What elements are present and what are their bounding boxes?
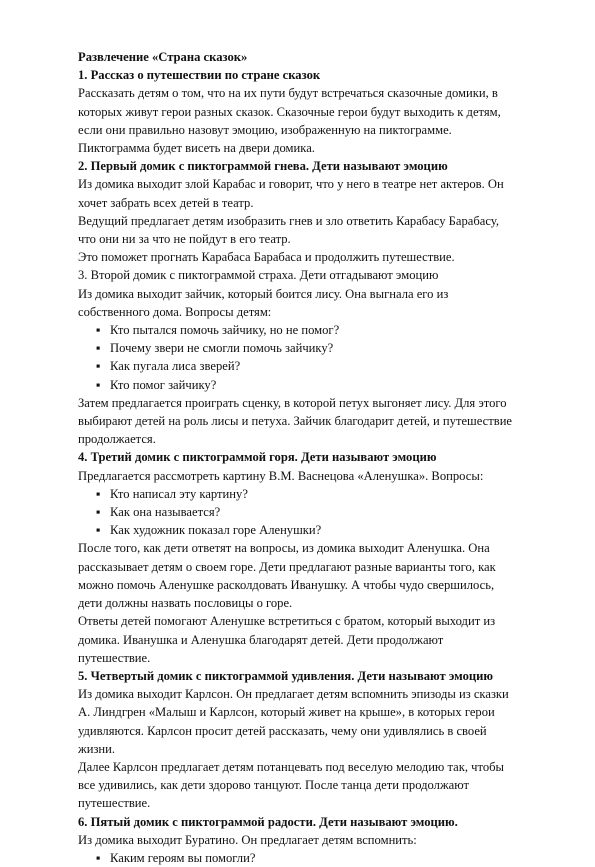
list-item xyxy=(96,357,518,375)
section-1-heading: 1. Рассказ о путешествии по стране сказок xyxy=(78,68,321,83)
section-2-paragraph-1: Из домика выходит злой Карабас и говорит, что у него в театре нет актеров. Он хочет забрать всех детей в театр. xyxy=(78,177,504,210)
bullet-icon: ▪ xyxy=(96,850,101,865)
section-5-paragraph-1: Из домика выходит Карлсон. Он предлагает детям вспомнить эпизоды из сказки А. Линдгрен «Малыш и Карлсон, который живет на крыше», в которых герои удивляются. Карлсон просит детей рассказать, чему они удивлялись в своей жизни. xyxy=(78,687,509,756)
section-3-after-text: Затем предлагается проиграть сценку, в которой петух выгоняет лису. Для этого выбирают детей на роль лисы и петуха. Зайчик благодарит детей, и путешествие продолжается. xyxy=(78,395,513,447)
section-4-question-list xyxy=(78,485,518,540)
bullet-icon: ▪ xyxy=(96,341,101,356)
section-4-paragraph-1: После того, как дети ответят на вопросы, из домика выходит Аленушка. Она рассказывает детям о своем горе. Дети предлагают разные варианты того, как можно помочь Аленушке расколдовать Иванушку. А чтобы чудо свершилось, дети должны назвать пословицы о горе. xyxy=(78,541,496,611)
section-5-heading: 5. Четвертый домик с пиктограммой удивления. Дети называют эмоцию xyxy=(78,668,494,683)
bullet-icon: ▪ xyxy=(96,377,101,392)
section-3-text: Из домика выходит зайчик, который боится лису. Она выгнала его из собственного дома. Вопросы детям: xyxy=(78,286,449,319)
document-title: Развлечение «Страна сказок» xyxy=(78,50,248,64)
bullet-icon: ▪ xyxy=(96,359,101,374)
section-5-paragraph-2: Далее Карлсон предлагает детям потанцевать под веселую мелодию так, чтобы все удивились, как дети здорово танцуют. После танца дети продолжают путешествие. xyxy=(78,759,504,811)
section-2-heading: 2. Первый домик с пиктограммой гнева. Дети называют эмоцию xyxy=(78,159,448,174)
document-page xyxy=(78,48,518,867)
question-text: Кто пытался помочь зайчику, но не помог? xyxy=(110,323,340,338)
list-item xyxy=(96,849,518,867)
question-text: Каким героям вы помогли? xyxy=(110,850,256,865)
list-item xyxy=(96,503,518,521)
section-2-paragraph-2: Ведущий предлагает детям изобразить гнев и зло ответить Карабасу Барабасу, что они ни за что не пойдут в его театр. xyxy=(78,213,499,247)
list-item xyxy=(96,321,518,339)
section-2-paragraph-3: Это поможет прогнать Карабаса Барабаса и продолжить путешествие. xyxy=(78,250,455,265)
section-6-text: Из домика выходит Буратино. Он предлагает детям вспомнить: xyxy=(78,832,417,847)
section-4-paragraph-2: Ответы детей помогают Аленушке встретиться с братом, который выходит из домика. Иванушка и Аленушка благодарят детей. Дети продолжают путешествие. xyxy=(78,614,496,665)
section-6-question-list xyxy=(78,849,518,867)
section-3-question-list xyxy=(78,321,518,394)
bullet-icon: ▪ xyxy=(96,505,101,520)
section-4-heading: 4. Третий домик с пиктограммой горя. Дети называют эмоцию xyxy=(78,450,437,465)
list-item xyxy=(96,485,518,503)
section-6-heading: 6. Пятый домик с пиктограммой радости. Дети называют эмоцию. xyxy=(78,814,458,829)
question-text: Как она называется? xyxy=(110,505,221,520)
section-3-heading: 3. Второй домик с пиктограммой страха. Дети отгадывают эмоцию xyxy=(78,268,439,283)
list-item xyxy=(96,376,518,394)
question-text: Кто помог зайчику? xyxy=(110,377,217,392)
bullet-icon: ▪ xyxy=(96,323,101,338)
question-text: Кто написал эту картину? xyxy=(110,486,248,501)
section-1-text: Рассказать детям о том, что на их пути будут встречаться сказочные домики, в которых живут герои разных сказок. Сказочные герои будут выходить к детям, если они правильно назовут эмоцию, изображенную на пиктограмме. Пиктограмма будет висеть на двери домика. xyxy=(78,86,501,156)
section-4-text: Предлагается рассмотреть картину В.М. Васнецова «Аленушка». Вопросы: xyxy=(78,468,484,483)
question-text: Почему звери не смогли помочь зайчику? xyxy=(110,341,334,356)
bullet-icon: ▪ xyxy=(96,523,101,538)
question-text: Как художник показал горе Аленушки? xyxy=(110,523,322,538)
question-text: Как пугала лиса зверей? xyxy=(110,359,241,374)
list-item xyxy=(96,521,518,539)
bullet-icon: ▪ xyxy=(96,486,101,501)
list-item xyxy=(96,339,518,357)
